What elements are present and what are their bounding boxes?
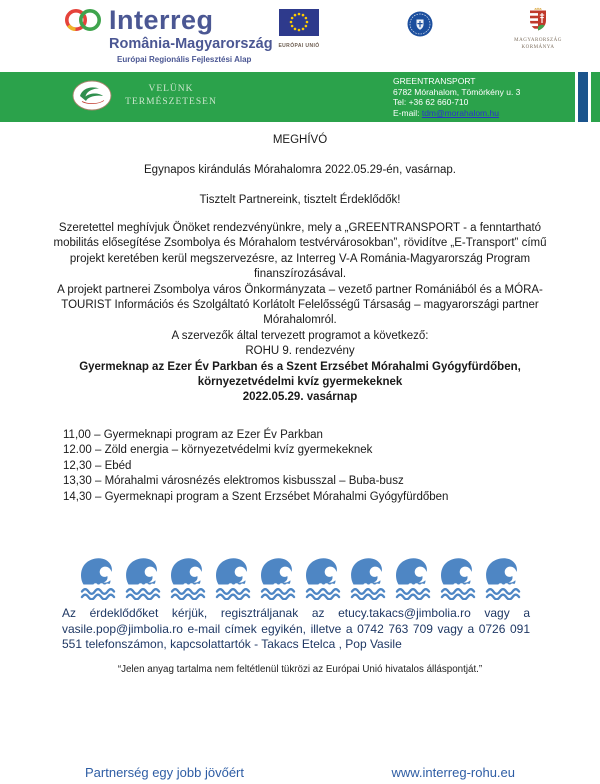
interreg-erdf: Európai Regionális Fejlesztési Alap <box>117 55 252 64</box>
morahalom-tourism-logo-icon <box>72 80 112 116</box>
hungary-gov-logo <box>496 7 580 51</box>
eu-flag-icon <box>279 23 319 40</box>
contact-block <box>393 76 520 119</box>
interreg-symbol-icon <box>63 6 103 64</box>
event-date: 2022.05.29. vasárnap <box>242 391 358 404</box>
interreg-logo <box>63 6 273 64</box>
romania-gov-emblem-icon <box>407 11 433 42</box>
org-address: 6782 Mórahalom, Tömörkény u. 3 <box>393 86 521 97</box>
partners-paragraph: A projekt partnerei Zsombolya város Önkormányzata – vezető partner Romániából és a MÓRA-TOURIST Információs és Szolgáltató Korlátolt Felelősségű Társaság – magyarországi partner Mórahalomról. <box>57 283 543 327</box>
org-email-line <box>393 108 520 119</box>
intro-paragraph: Szeretettel meghívjuk Önöket rendezvényünkre, mely a „GREENTRANSPORT - a fenntartható mobilitás elősegítése Zsombolya és Mórahalom testvérvárosokban”, rövidítve „E-Transport” című projekt keretében kerül megszervezésre, az Interreg V-A Románia-Magyarország Program finanszírozásával. <box>53 222 547 281</box>
footer-website <box>391 765 515 780</box>
invitation-title: MEGHÍVÓ <box>272 134 328 146</box>
program-item: 13,30 – Mórahalmi városnézés elektromos kisbusszal – Buba-busz <box>63 475 404 488</box>
hungary-gov-caption-line1: MAGYARORSZÁG <box>514 38 562 43</box>
banner-tagline <box>112 83 230 108</box>
program-item: 14,30 – Gyermeknapi program a Szent Erzsébet Mórahalmi Gyógyfürdőben <box>63 490 449 503</box>
program-item: 12,30 – Ebéd <box>63 459 132 472</box>
org-tel: Tel: +36 62 660-710 <box>393 97 469 108</box>
footer-website-link[interactable]: www.interreg-rohu.eu <box>391 765 515 780</box>
eu-disclaimer: “Jelen anyag tartalma nem feltétlenül tükrözi az Európai Unió hivatalos álláspontját.” <box>117 664 483 675</box>
program-item: 12.00 – Zöld energia – környezetvédelmi kvíz gyermekeknek <box>63 444 373 457</box>
banner-email-link[interactable]: tdm@morahalom.hu <box>421 108 499 119</box>
interreg-brand: Interreg <box>109 5 214 35</box>
eu-flag <box>278 9 320 49</box>
wave-icon <box>439 556 477 600</box>
wave-icon <box>259 556 297 600</box>
wave-icon <box>214 556 252 600</box>
wave-icon <box>169 556 207 600</box>
event-title-line2: környezetvédelmi kvíz gyermekeknek <box>197 376 403 389</box>
banner-tagline-line2: TERMÉSZETESEN <box>125 96 217 107</box>
event-title-line1: Gyermeknap az Ezer Év Parkban és a Szent Erzsébet Mórahalmi Gyógyfürdőben, <box>79 360 521 373</box>
wave-icon <box>124 556 162 600</box>
green-banner <box>0 72 600 122</box>
hungary-coat-of-arms-icon <box>530 18 546 35</box>
wave-icon <box>484 556 522 600</box>
salutation: Tisztelt Partnereink, tisztelt Érdeklődők! <box>199 194 401 206</box>
banner-tagline-line1: VELÜNK <box>148 84 194 94</box>
registration-paragraph: Az érdeklődőket kérjük, regisztráljanak az etucy.takacs@jimbolia.ro vagy a vasile.pop@jimbolia.ro e-mail címek egyikén, illetve a 0742 763 709 vagy a 0726 091 551 telefonszámon, kapcsolattartók - Takacs Etelca , Pop Vasile <box>62 606 530 651</box>
org-name: GREENTRANSPORT <box>393 76 476 86</box>
wave-icon <box>79 556 117 600</box>
footer-slogan: Partnerség egy jobb jövőért <box>85 765 244 780</box>
wave-icon <box>394 556 432 600</box>
wave-icons-row <box>0 556 600 600</box>
interreg-program: România-Magyarország <box>109 36 273 52</box>
wave-icon <box>349 556 387 600</box>
email-label: E-mail: <box>393 108 420 119</box>
hungary-gov-caption-line2: KORMÁNYA <box>521 44 555 50</box>
program-intro: A szervezők által tervezett programot a következő: <box>171 329 429 342</box>
invitation-text-block <box>50 221 550 406</box>
program-list <box>63 428 448 505</box>
wave-icon <box>304 556 342 600</box>
program-item: 11,00 – Gyermeknapi program az Ezer Év Parkban <box>63 429 323 441</box>
eu-flag-caption: EURÓPAI UNIÓ <box>278 43 320 49</box>
trip-subtitle: Egynapos kirándulás Mórahalomra 2022.05.29-én, vasárnap. <box>144 164 456 176</box>
hungary-gov-caption <box>496 38 580 51</box>
banner-stripe-gap-right <box>588 72 591 122</box>
event-number: ROHU 9. rendezvény <box>245 345 355 358</box>
banner-accent-stripe <box>578 72 588 122</box>
